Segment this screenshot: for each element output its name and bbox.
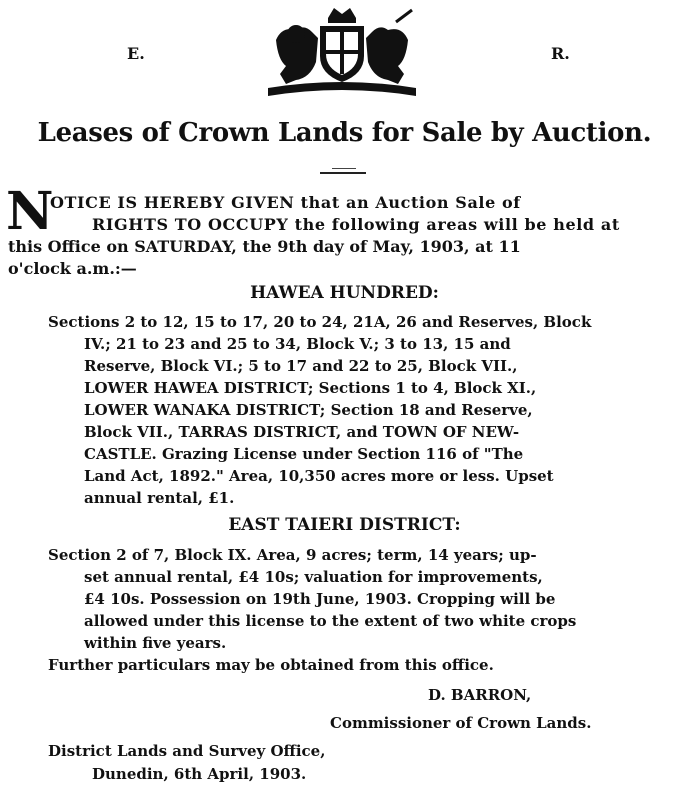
east-taieri-line-4: allowed under this license to the extent of two white crops [84, 612, 577, 630]
hawea-line-9: annual rental, £1. [84, 489, 235, 507]
hawea-line-8: Land Act, 1892." Area, 10,350 acres more or less. Upset [84, 467, 554, 485]
place-and-date: Dunedin, 6th April, 1903. [92, 765, 307, 783]
drop-cap-letter: N [6, 181, 54, 242]
east-taieri-line-5: within five years. [84, 634, 227, 652]
title-underline-rule [320, 172, 366, 174]
notice-title: Leases of Crown Lands for Sale by Auction. [37, 118, 652, 148]
notice-line-2: RIGHTS TO OCCUPY the following areas will be held at [92, 215, 620, 234]
section-heading-east-taieri: EAST TAIERI DISTRICT: [228, 515, 461, 535]
title-ornament-rule [332, 168, 356, 169]
east-taieri-line-1: Section 2 of 7, Block IX. Area, 9 acres; term, 14 years; up- [48, 546, 537, 564]
hawea-line-6: Block VII., TARRAS DISTRICT, and TOWN OF NEW- [84, 423, 520, 441]
hawea-line-4: LOWER HAWEA DISTRICT; Sections 1 to 4, Block XI., [84, 379, 537, 397]
hawea-line-1: Sections 2 to 12, 15 to 17, 20 to 24, 21A, 26 and Reserves, Block [48, 313, 592, 331]
header-initial-left: E. [127, 44, 145, 63]
header-initial-right: R. [551, 44, 570, 63]
signatory-name: D. BARRON, [428, 686, 532, 704]
notice-line-4: o'clock a.m.:— [8, 259, 137, 278]
further-particulars-text: Further particulars may be obtained from this office. [48, 656, 494, 674]
hawea-line-2: IV.; 21 to 23 and 25 to 34, Block V.; 3 to 13, 15 and [84, 335, 511, 353]
east-taieri-line-2: set annual rental, £4 10s; valuation for improvements, [84, 568, 543, 586]
signatory-title: Commissioner of Crown Lands. [330, 714, 592, 732]
royal-coat-of-arms-emblem [256, 4, 428, 100]
notice-line-3: this Office on SATURDAY, the 9th day of May, 1903, at 11 [8, 237, 521, 256]
hawea-line-5: LOWER WANAKA DISTRICT; Section 18 and Reserve, [84, 401, 533, 419]
hawea-line-7: CASTLE. Grazing License under Section 116 of "The [84, 445, 524, 463]
east-taieri-line-3: £4 10s. Possession on 19th June, 1903. Cropping will be [84, 590, 556, 608]
office-address: District Lands and Survey Office, [48, 742, 326, 760]
notice-line-1: OTICE IS HEREBY GIVEN that an Auction Sale of [50, 193, 521, 212]
section-heading-hawea: HAWEA HUNDRED: [250, 283, 439, 303]
hawea-line-3: Reserve, Block VI.; 5 to 17 and 22 to 25, Block VII., [84, 357, 518, 375]
